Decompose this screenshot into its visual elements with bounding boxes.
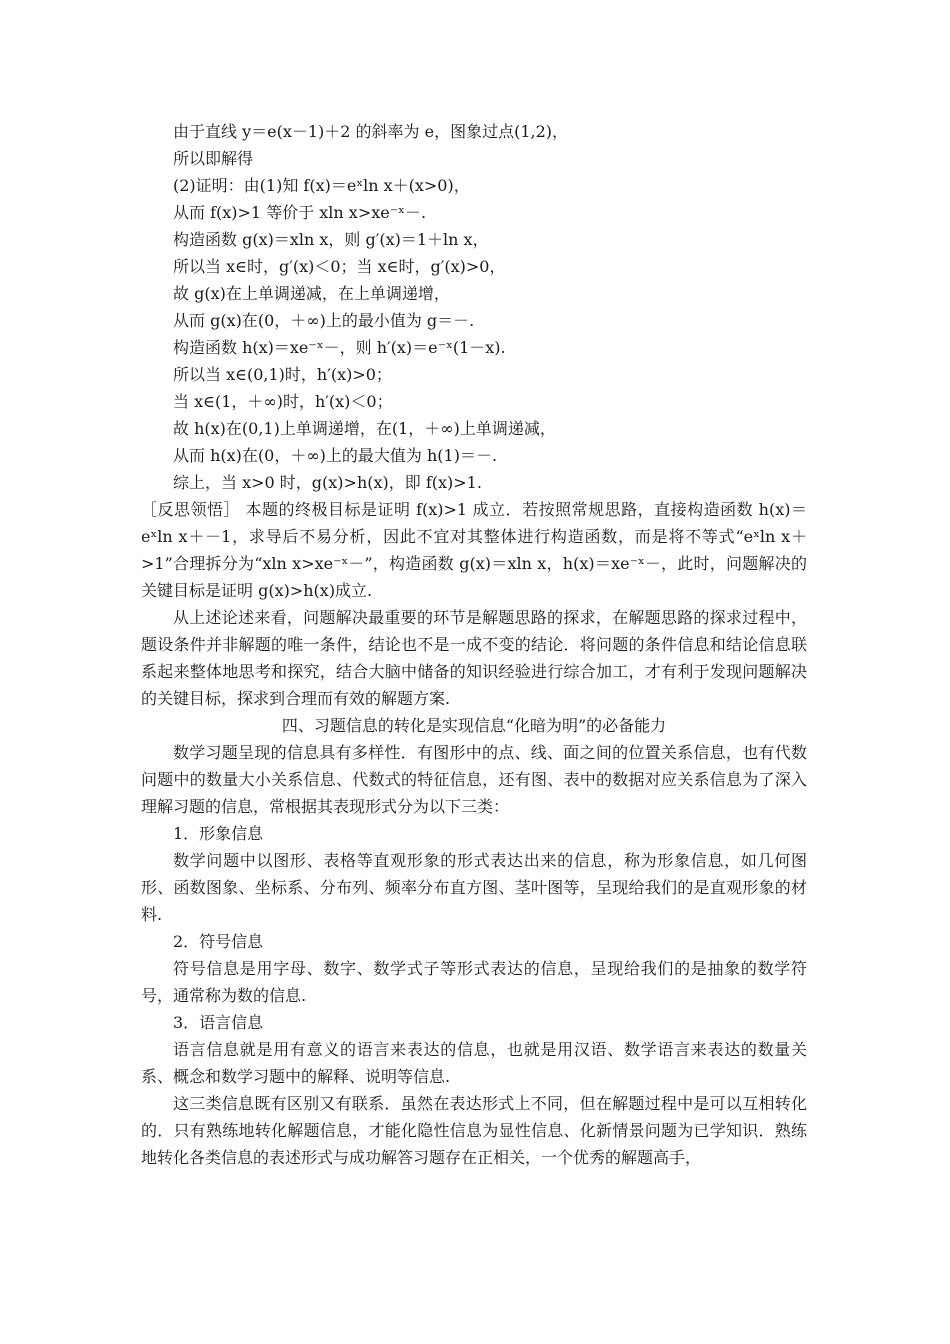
solution-line: 故 g(x)在上单调递减，在上单调递增，	[173, 284, 450, 303]
text-column	[141, 496, 807, 1171]
solution-line: (2)证明：由(1)知 f(x)＝eˣln x＋(x>0)，	[173, 176, 470, 195]
solution-line: 所以当 x∈(0,1)时，h′(x)>0；	[173, 365, 392, 384]
solution-line: 所以即解得	[173, 149, 254, 168]
document-body	[173, 118, 813, 496]
solution-line: 构造函数 h(x)＝xe⁻ˣ－，则 h′(x)＝e⁻ˣ(1－x).	[173, 338, 506, 357]
section-heading: 四、习题信息的转化是实现信息“化暗为明”的必备能力	[281, 716, 667, 735]
solution-line: 当 x∈(1，＋∞)时，h′(x)＜0；	[173, 392, 393, 411]
item-text: 符号信息是用字母、数字、数学式子等形式表达的信息，呈现给我们的是抽象的数学符号，通常称为数的信息.	[141, 959, 807, 1005]
solution-line: 综上，当 x>0 时，g(x)>h(x)，即 f(x)>1.	[173, 473, 482, 492]
solution-line: 构造函数 g(x)＝xln x，则 g′(x)＝1＋ln x，	[173, 230, 489, 249]
item-text: 语言信息就是用有意义的语言来表达的信息，也就是用汉语、数学语言来表达的数量关系、概念和数学习题中的解释、说明等信息.	[141, 1040, 807, 1086]
conclusion-paragraph: 从上述论述来看，问题解决最重要的环节是解题思路的探求，在解题思路的探求过程中，题设条件并非解题的唯一条件，结论也不是一成不变的结论．将问题的条件信息和结论信息联系起来整体地思考和探究，结合大脑中储备的知识经验进行综合加工，才有利于发现问题解决的关键目标，探求到合理而有效的解题方案.	[141, 608, 807, 708]
solution-line: 由于直线 y＝e(x－1)＋2 的斜率为 e，图象过点(1,2)，	[173, 122, 569, 141]
item-text: 数学问题中以图形、表格等直观形象的形式表达出来的信息，称为形象信息，如几何图形、函数图象、坐标系、分布列、频率分布直方图、茎叶图等，呈现给我们的是直观形象的材料.	[141, 851, 807, 924]
solution-line: 从而 f(x)>1 等价于 xln x>xe⁻ˣ－.	[173, 203, 427, 222]
solution-line: 从而 h(x)在(0，＋∞)上的最大值为 h(1)＝－.	[173, 446, 498, 465]
item-title: 2．符号信息	[173, 932, 264, 951]
item-title: 3．语言信息	[173, 1013, 264, 1032]
reflection-paragraph: ［反思领悟］ 本题的终极目标是证明 f(x)>1 成立．若按照常规思路，直接构造函数 h(x)＝eˣln x＋－1，求导后不易分析，因此不宜对其整体进行构造函数，而是将不等式“eˣln x＋>1”合理拆分为“xln x>xe⁻ˣ－”，构造函数 g(x)＝xln x，h(x)＝xe⁻ˣ－，此时，问题解决的关键目标是证明 g(x)>h(x)成立.	[141, 500, 807, 600]
closing-paragraph: 这三类信息既有区别又有联系．虽然在表达形式上不同，但在解题过程中是可以互相转化的．只有熟练地转化解题信息，才能化隐性信息为显性信息、化新情景问题为已学知识．熟练地转化各类信息的表述形式与成功解答习题存在正相关，一个优秀的解题高手，	[141, 1094, 807, 1167]
solution-line: 从而 g(x)在(0，＋∞)上的最小值为 g＝－.	[173, 311, 475, 330]
section-intro-paragraph: 数学习题呈现的信息具有多样性．有图形中的点、线、面之间的位置关系信息，也有代数问题中的数量大小关系信息、代数式的特征信息，还有图、表中的数据对应关系信息为了深入理解习题的信息，常根据其表现形式分为以下三类：	[141, 743, 807, 816]
item-title: 1．形象信息	[173, 824, 264, 843]
solution-line: 故 h(x)在(0,1)上单调递增，在(1，＋∞)上单调递减，	[173, 419, 556, 438]
solution-line: 所以当 x∈时，g′(x)＜0；当 x∈时，g′(x)>0，	[173, 257, 506, 276]
